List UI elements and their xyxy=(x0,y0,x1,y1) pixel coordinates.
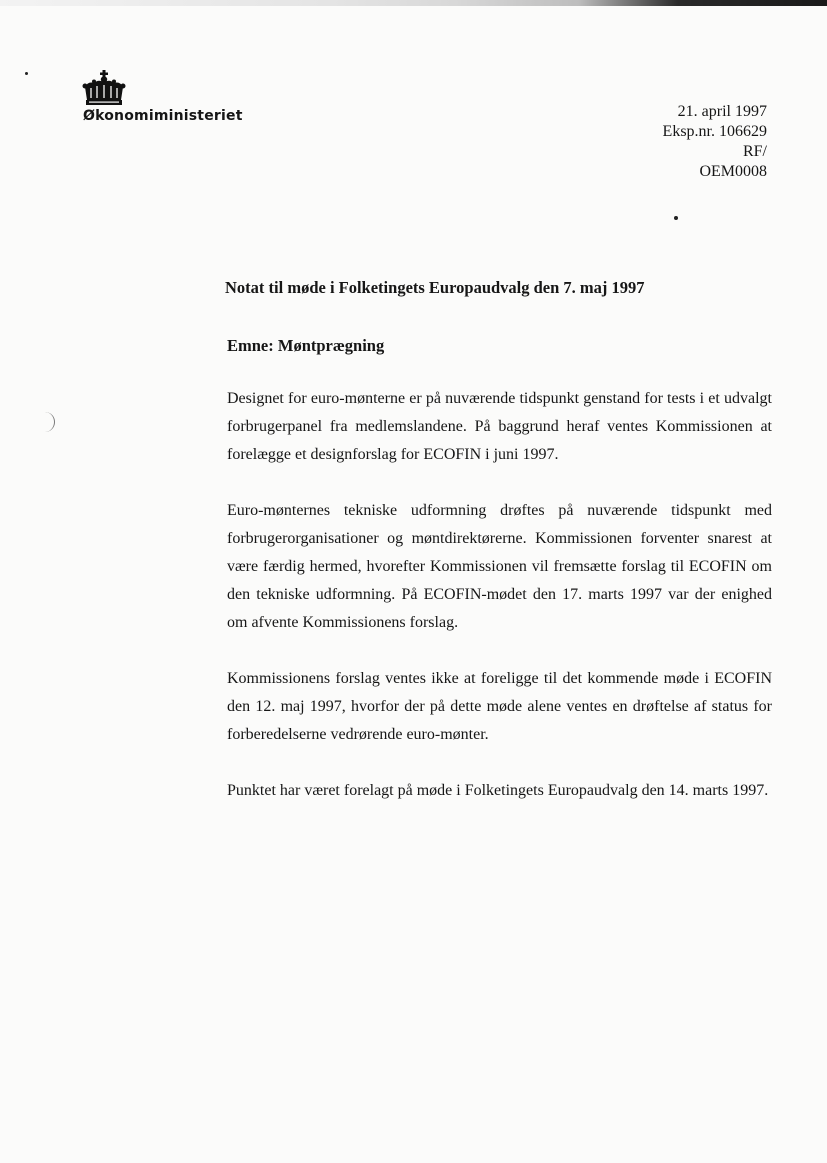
reference-block xyxy=(547,102,767,182)
scan-speck xyxy=(25,72,28,75)
document-code: OEM0008 xyxy=(699,163,767,180)
body-paragraph: Euro-mønternes tekniske udformning drøftes på nuværende tidspunkt med forbrugerorganisationer og møntdirektørerne. Kommissionen forventer snarest at være færdig hermed, hvorefter Kommissionen vil fremsætte forslag til ECOFIN om den tekniske udformning. På ECOFIN-mødet den 17. marts 1997 var der enighed om afvente Kommissionens forslag. xyxy=(227,502,772,631)
document-date: 21. april 1997 xyxy=(677,103,767,120)
body-paragraph: Kommissionens forslag ventes ikke at foreligge til det kommende møde i ECOFIN den 12. maj 1997, hvorfor der på dette møde alene ventes en drøftelse af status for forberedelserne vedrørende euro-mønter. xyxy=(227,670,772,743)
royal-crown-icon xyxy=(80,70,128,110)
case-number: Eksp.nr. 106629 xyxy=(662,123,767,140)
body-paragraph: Designet for euro-mønterne er på nuværende tidspunkt genstand for tests i et udvalgt forbrugerpanel fra medlemslandene. På baggrund heraf ventes Kommissionen at forelægge et designforslag for ECOFIN i juni 1997. xyxy=(227,390,772,463)
initials: RF/ xyxy=(742,143,767,160)
document-title: Notat til møde i Folketingets Europaudvalg den 7. maj 1997 xyxy=(225,278,645,297)
body-paragraph: Punktet har været forelagt på møde i Folketingets Europaudvalg den 14. marts 1997. xyxy=(227,782,769,799)
scan-speck xyxy=(674,216,678,220)
scan-border xyxy=(0,0,827,6)
margin-mark xyxy=(40,412,55,432)
document-subject: Emne: Møntprægning xyxy=(227,336,385,355)
ministry-name: Økonomiministeriet xyxy=(83,108,243,124)
